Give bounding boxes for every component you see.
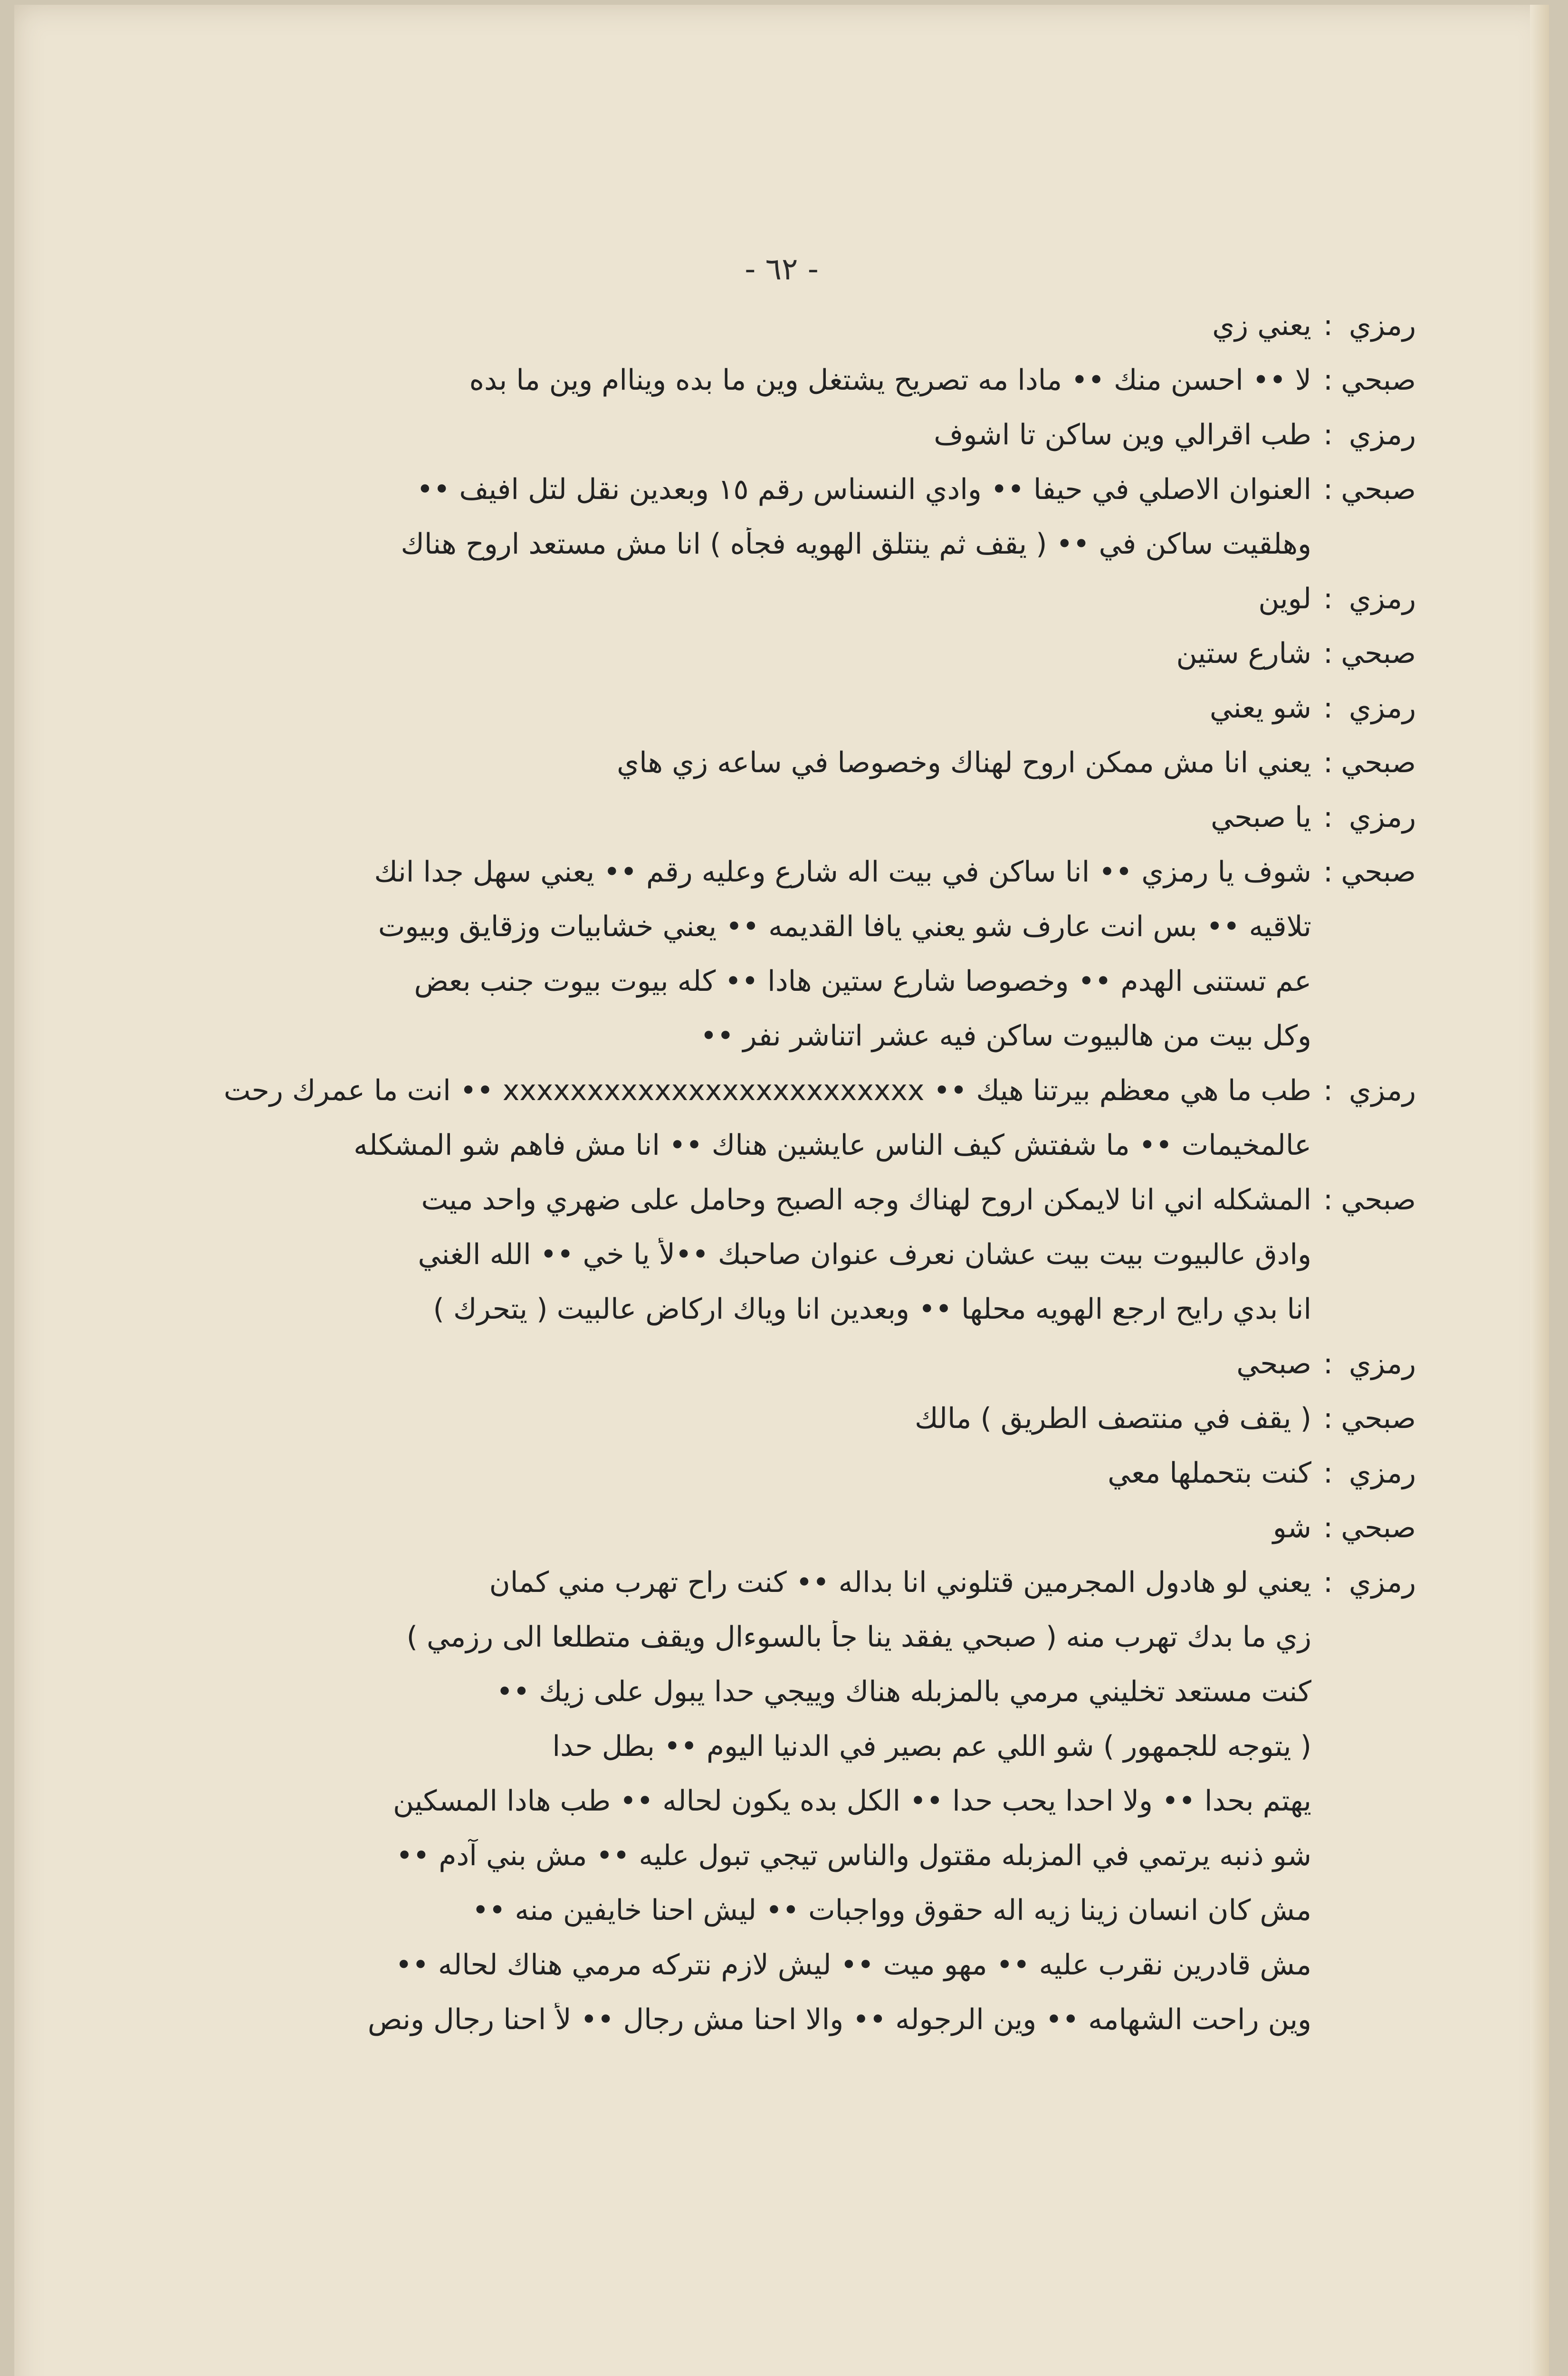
speaker-name: رمزي	[1348, 582, 1416, 615]
speaker-colon: :	[1323, 1456, 1333, 1490]
script-line	[86, 1074, 1416, 1129]
dialogue-text: شارع ستين	[1176, 637, 1311, 670]
dialogue-text: وين راحت الشهامه •• وين الرجوله •• والا احنا مش رجال •• لأ احنا رجال ونص	[367, 2003, 1311, 2036]
speaker-colon: :	[1323, 364, 1333, 397]
script-line	[86, 1238, 1416, 1293]
dialogue-text: شوف يا رمزي •• انا ساكن في بيت اله شارع وعليه رقم •• يعني سهل جدا انك	[374, 855, 1311, 889]
script-line	[86, 965, 1416, 1019]
script-line	[86, 746, 1416, 801]
dialogue-text: وهلقيت ساكن في •• ( يقف ثم ينتلق الهويه فجأه ) انا مش مستعد اروح هناك	[401, 527, 1311, 561]
script-line	[86, 309, 1416, 364]
script-line	[86, 1293, 1416, 1347]
dialogue-text: يهتم بحدا •• ولا احدا يحب حدا •• الكل بده يكون لحاله •• طب هادا المسكين	[393, 1784, 1311, 1818]
dialogue-text: لوين	[1258, 582, 1311, 615]
speaker-name: رمزي	[1348, 309, 1416, 342]
script-line	[86, 637, 1416, 691]
script-line	[86, 1511, 1416, 1566]
script-line	[86, 1347, 1416, 1402]
speaker-colon: :	[1323, 309, 1333, 342]
speaker-name: رمزي	[1348, 418, 1416, 451]
dialogue-text: ( يتوجه للجمهور ) شو اللي عم بصير في الدنيا اليوم •• بطل حدا	[552, 1730, 1311, 1763]
script-line	[86, 1948, 1416, 2003]
speaker-name: صبحي	[1341, 637, 1416, 670]
script-line	[86, 527, 1416, 582]
script-body	[86, 309, 1416, 2058]
dialogue-text: انا بدي رايح ارجع الهويه محلها •• وبعدين انا وياك اركاض عالبيت ( يتحرك )	[433, 1293, 1311, 1326]
script-line	[86, 855, 1416, 910]
script-line	[86, 364, 1416, 418]
script-line	[86, 473, 1416, 527]
speaker-colon: :	[1323, 1511, 1333, 1544]
script-line	[86, 1839, 1416, 1894]
speaker-name: رمزي	[1348, 691, 1416, 725]
dialogue-text: شو ذنبه يرتمي في المزبله مقتول والناس تيجي تبول عليه •• مش بني آدم ••	[396, 1839, 1311, 1872]
script-line	[86, 1019, 1416, 1074]
dialogue-text: العنوان الاصلي في حيفا •• وادي النسناس رقم ١٥ وبعدين نقل لتل افيف ••	[416, 473, 1311, 506]
speaker-colon: :	[1323, 1183, 1333, 1217]
dialogue-text: مش كان انسان زينا زيه اله حقوق وواجبات •• ليش احنا خايفين منه ••	[472, 1894, 1311, 1927]
dialogue-text: المشكله اني انا لايمكن اروح لهناك وجه الصبح وحامل على ضهري واحد ميت	[421, 1183, 1311, 1217]
speaker-colon: :	[1323, 1074, 1333, 1107]
dialogue-text: يعني لو هادول المجرمين قتلوني انا بداله •• كنت راح تهرب مني كمان	[489, 1566, 1311, 1599]
dialogue-text: كنت مستعد تخليني مرمي بالمزبله هناك وييجي حدا يبول على زيك ••	[496, 1675, 1311, 1708]
dialogue-text: وادق عالبيوت بيت بيت عشان نعرف عنوان صاحبك ••لأ يا خي •• الله الغني	[418, 1238, 1311, 1271]
script-line	[86, 418, 1416, 473]
speaker-name: صبحي	[1341, 1511, 1416, 1544]
script-line	[86, 1784, 1416, 1839]
speaker-name: صبحي	[1341, 364, 1416, 397]
dialogue-text: يعني زي	[1212, 309, 1311, 342]
speaker-name: رمزي	[1348, 801, 1416, 834]
dialogue-text: عالمخيمات •• ما شفتش كيف الناس عايشين هناك •• انا مش فاهم شو المشكله	[354, 1129, 1311, 1162]
script-line	[86, 801, 1416, 855]
speaker-name: رمزي	[1348, 1074, 1416, 1107]
dialogue-text: لا •• احسن منك •• مادا مه تصريح يشتغل وين ما بده ويناام وين ما بده	[469, 364, 1311, 397]
dialogue-text: شو	[1272, 1511, 1311, 1544]
dialogue-text: يعني انا مش ممكن اروح لهناك وخصوصا في ساعه زي هاي	[617, 746, 1311, 779]
dialogue-text: ( يقف في منتصف الطريق ) مالك	[915, 1402, 1311, 1435]
speaker-name: صبحي	[1341, 1402, 1416, 1435]
speaker-name: صبحي	[1341, 1183, 1416, 1217]
speaker-colon: :	[1323, 855, 1333, 889]
script-line	[86, 1620, 1416, 1675]
dialogue-text: كنت بتحملها معي	[1108, 1456, 1311, 1490]
speaker-colon: :	[1323, 1347, 1333, 1380]
speaker-colon: :	[1323, 637, 1333, 670]
speaker-colon: :	[1323, 746, 1333, 779]
speaker-colon: :	[1323, 418, 1333, 451]
document-page	[14, 5, 1549, 2376]
script-line	[86, 1129, 1416, 1183]
speaker-colon: :	[1323, 1566, 1333, 1599]
dialogue-text: وكل بيت من هالبيوت ساكن فيه عشر اتناشر نفر ••	[700, 1019, 1311, 1053]
script-line	[86, 1183, 1416, 1238]
page-number: - ٦٢ -	[745, 252, 819, 287]
speaker-name: صبحي	[1341, 746, 1416, 779]
script-line	[86, 691, 1416, 746]
dialogue-text: يا صبحي	[1211, 801, 1311, 834]
script-line	[86, 2003, 1416, 2058]
script-line	[86, 1894, 1416, 1948]
speaker-colon: :	[1323, 1402, 1333, 1435]
script-line	[86, 1675, 1416, 1730]
dialogue-text: شو يعني	[1209, 691, 1311, 725]
dialogue-text: عم تستنى الهدم •• وخصوصا شارع ستين هادا •• كله بيوت بيوت جنب بعض	[414, 965, 1311, 998]
speaker-colon: :	[1323, 801, 1333, 834]
script-line	[86, 1402, 1416, 1456]
speaker-name: صبحي	[1341, 473, 1416, 506]
speaker-name: رمزي	[1348, 1456, 1416, 1490]
dialogue-text: تلاقيه •• بس انت عارف شو يعني يافا القديمه •• يعني خشابيات وزقايق وبيوت	[378, 910, 1311, 943]
script-line	[86, 910, 1416, 965]
speaker-name: رمزي	[1348, 1347, 1416, 1380]
dialogue-text: طب اقرالي وين ساكن تا اشوف	[934, 418, 1311, 451]
speaker-colon: :	[1323, 582, 1333, 615]
script-line	[86, 582, 1416, 637]
dialogue-text: مش قادرين نقرب عليه •• مهو ميت •• ليش لازم نتركه مرمي هناك لحاله ••	[395, 1948, 1311, 1982]
dialogue-text: طب ما هي معظم بيرتنا هيك •• xxxxxxxxxxxxxxxxxxxxxxxxx •• انت ما عمرك رحت	[223, 1074, 1311, 1107]
speaker-name: صبحي	[1341, 855, 1416, 889]
script-line	[86, 1566, 1416, 1620]
dialogue-text: زي ما بدك تهرب منه ( صبحي يفقد ينا جأ بالسوءال ويقف متطلعا الى رزمي )	[406, 1620, 1311, 1654]
script-line	[86, 1730, 1416, 1784]
speaker-name: رمزي	[1348, 1566, 1416, 1599]
speaker-colon: :	[1323, 473, 1333, 506]
speaker-colon: :	[1323, 691, 1333, 725]
script-line	[86, 1456, 1416, 1511]
dialogue-text: صبحي	[1236, 1347, 1311, 1380]
page-edge	[1530, 5, 1549, 2376]
